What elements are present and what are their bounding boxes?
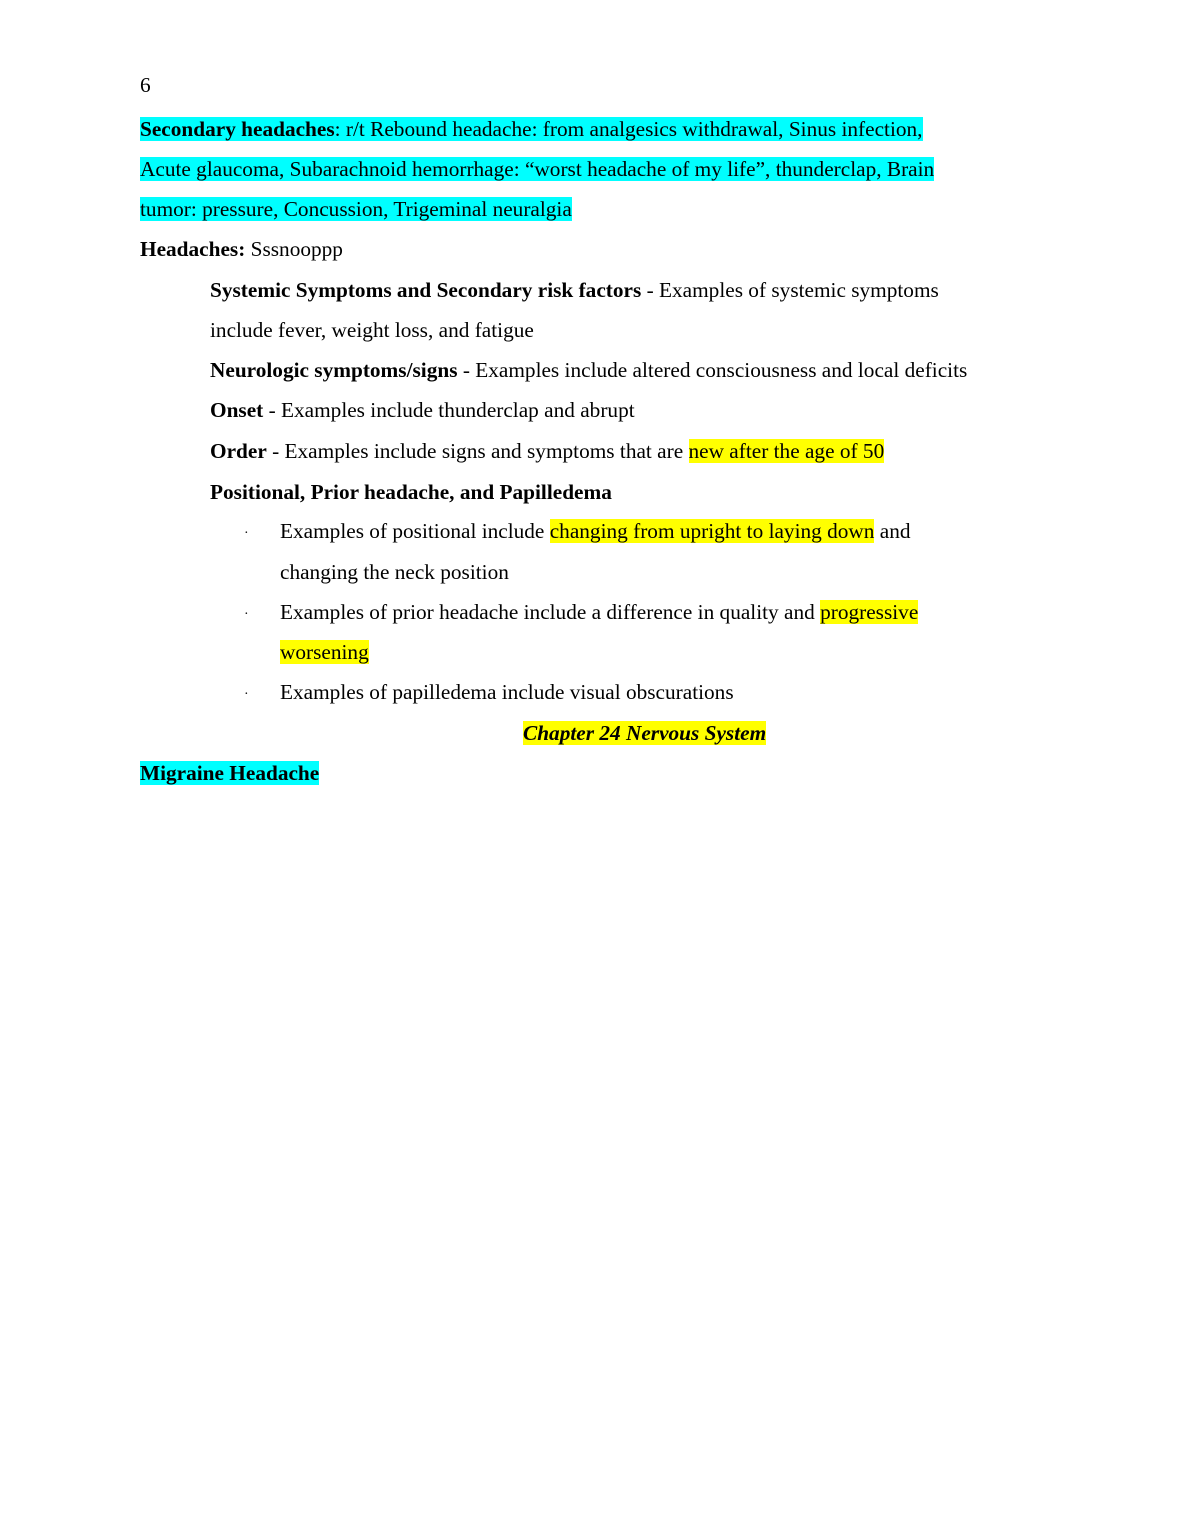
bullet-1-text: Examples of positional include bbox=[280, 519, 550, 543]
secondary-headaches-line-1 bbox=[140, 116, 923, 142]
bullet-papilledema bbox=[280, 679, 734, 705]
bullet-prior-headache bbox=[280, 599, 918, 625]
systemic-desc-cont: include fever, weight loss, and fatigue bbox=[210, 318, 534, 342]
bullet-positional-cont bbox=[280, 559, 509, 585]
item-onset bbox=[210, 397, 635, 423]
headaches-mnemonic-line bbox=[140, 236, 343, 262]
item-positional bbox=[210, 479, 612, 505]
bullet-1-post: and bbox=[874, 519, 911, 543]
item-systemic-cont bbox=[210, 317, 534, 343]
neurologic-term: Neurologic symptoms/signs bbox=[210, 358, 458, 382]
headaches-mnemonic: Sssnooppp bbox=[245, 237, 343, 261]
item-systemic bbox=[210, 277, 939, 303]
headaches-label: Headaches: bbox=[140, 237, 246, 261]
bullet-2-highlight: progressive bbox=[820, 600, 919, 624]
bullet-marker-3: · bbox=[244, 687, 249, 702]
bullet-positional bbox=[280, 518, 911, 544]
chapter-heading-text: Chapter 24 Nervous System bbox=[523, 721, 767, 745]
systemic-desc: - Examples of systemic symptoms bbox=[641, 278, 939, 302]
onset-desc: - Examples include thunderclap and abrupt bbox=[263, 398, 635, 422]
secondary-text-1: : r/t Rebound headache: from analgesics withdrawal, Sinus infection, bbox=[334, 117, 923, 141]
secondary-headaches-line-3 bbox=[140, 196, 572, 222]
chapter-heading bbox=[523, 720, 766, 746]
bullet-2-text: Examples of prior headache include a difference in quality and bbox=[280, 600, 821, 624]
order-highlight: new after the age of 50 bbox=[688, 439, 885, 463]
migraine-heading-text: Migraine Headache bbox=[140, 761, 320, 785]
order-term: Order bbox=[210, 439, 267, 463]
neurologic-desc: - Examples include altered consciousness and local deficits bbox=[457, 358, 968, 382]
bullet-prior-headache-cont bbox=[280, 639, 369, 665]
secondary-text-2: Acute glaucoma, Subarachnoid hemorrhage: “worst headache of my life”, thunderclap, Brain bbox=[140, 157, 935, 181]
order-desc: - Examples include signs and symptoms that are bbox=[266, 439, 689, 463]
bullet-3-text: Examples of papilledema include visual obscurations bbox=[280, 680, 734, 704]
secondary-title: Secondary headaches bbox=[140, 117, 335, 141]
bullet-marker-1: · bbox=[244, 526, 249, 541]
bullet-marker-2: · bbox=[244, 607, 249, 622]
item-order bbox=[210, 438, 884, 464]
migraine-heading bbox=[140, 760, 319, 786]
secondary-headaches-line-2 bbox=[140, 156, 934, 182]
item-neurologic bbox=[210, 357, 967, 383]
bullet-1-cont: changing the neck position bbox=[280, 560, 509, 584]
bullet-2-cont: worsening bbox=[280, 640, 369, 664]
systemic-term: Systemic Symptoms and Secondary risk factors bbox=[210, 278, 642, 302]
onset-term: Onset bbox=[210, 398, 264, 422]
secondary-highlight-1 bbox=[140, 117, 923, 141]
secondary-text-3: tumor: pressure, Concussion, Trigeminal neuralgia bbox=[140, 197, 572, 221]
positional-term: Positional, Prior headache, and Papilledema bbox=[210, 480, 612, 504]
page-number: 6 bbox=[140, 73, 151, 97]
bullet-1-highlight: changing from upright to laying down bbox=[549, 519, 875, 543]
